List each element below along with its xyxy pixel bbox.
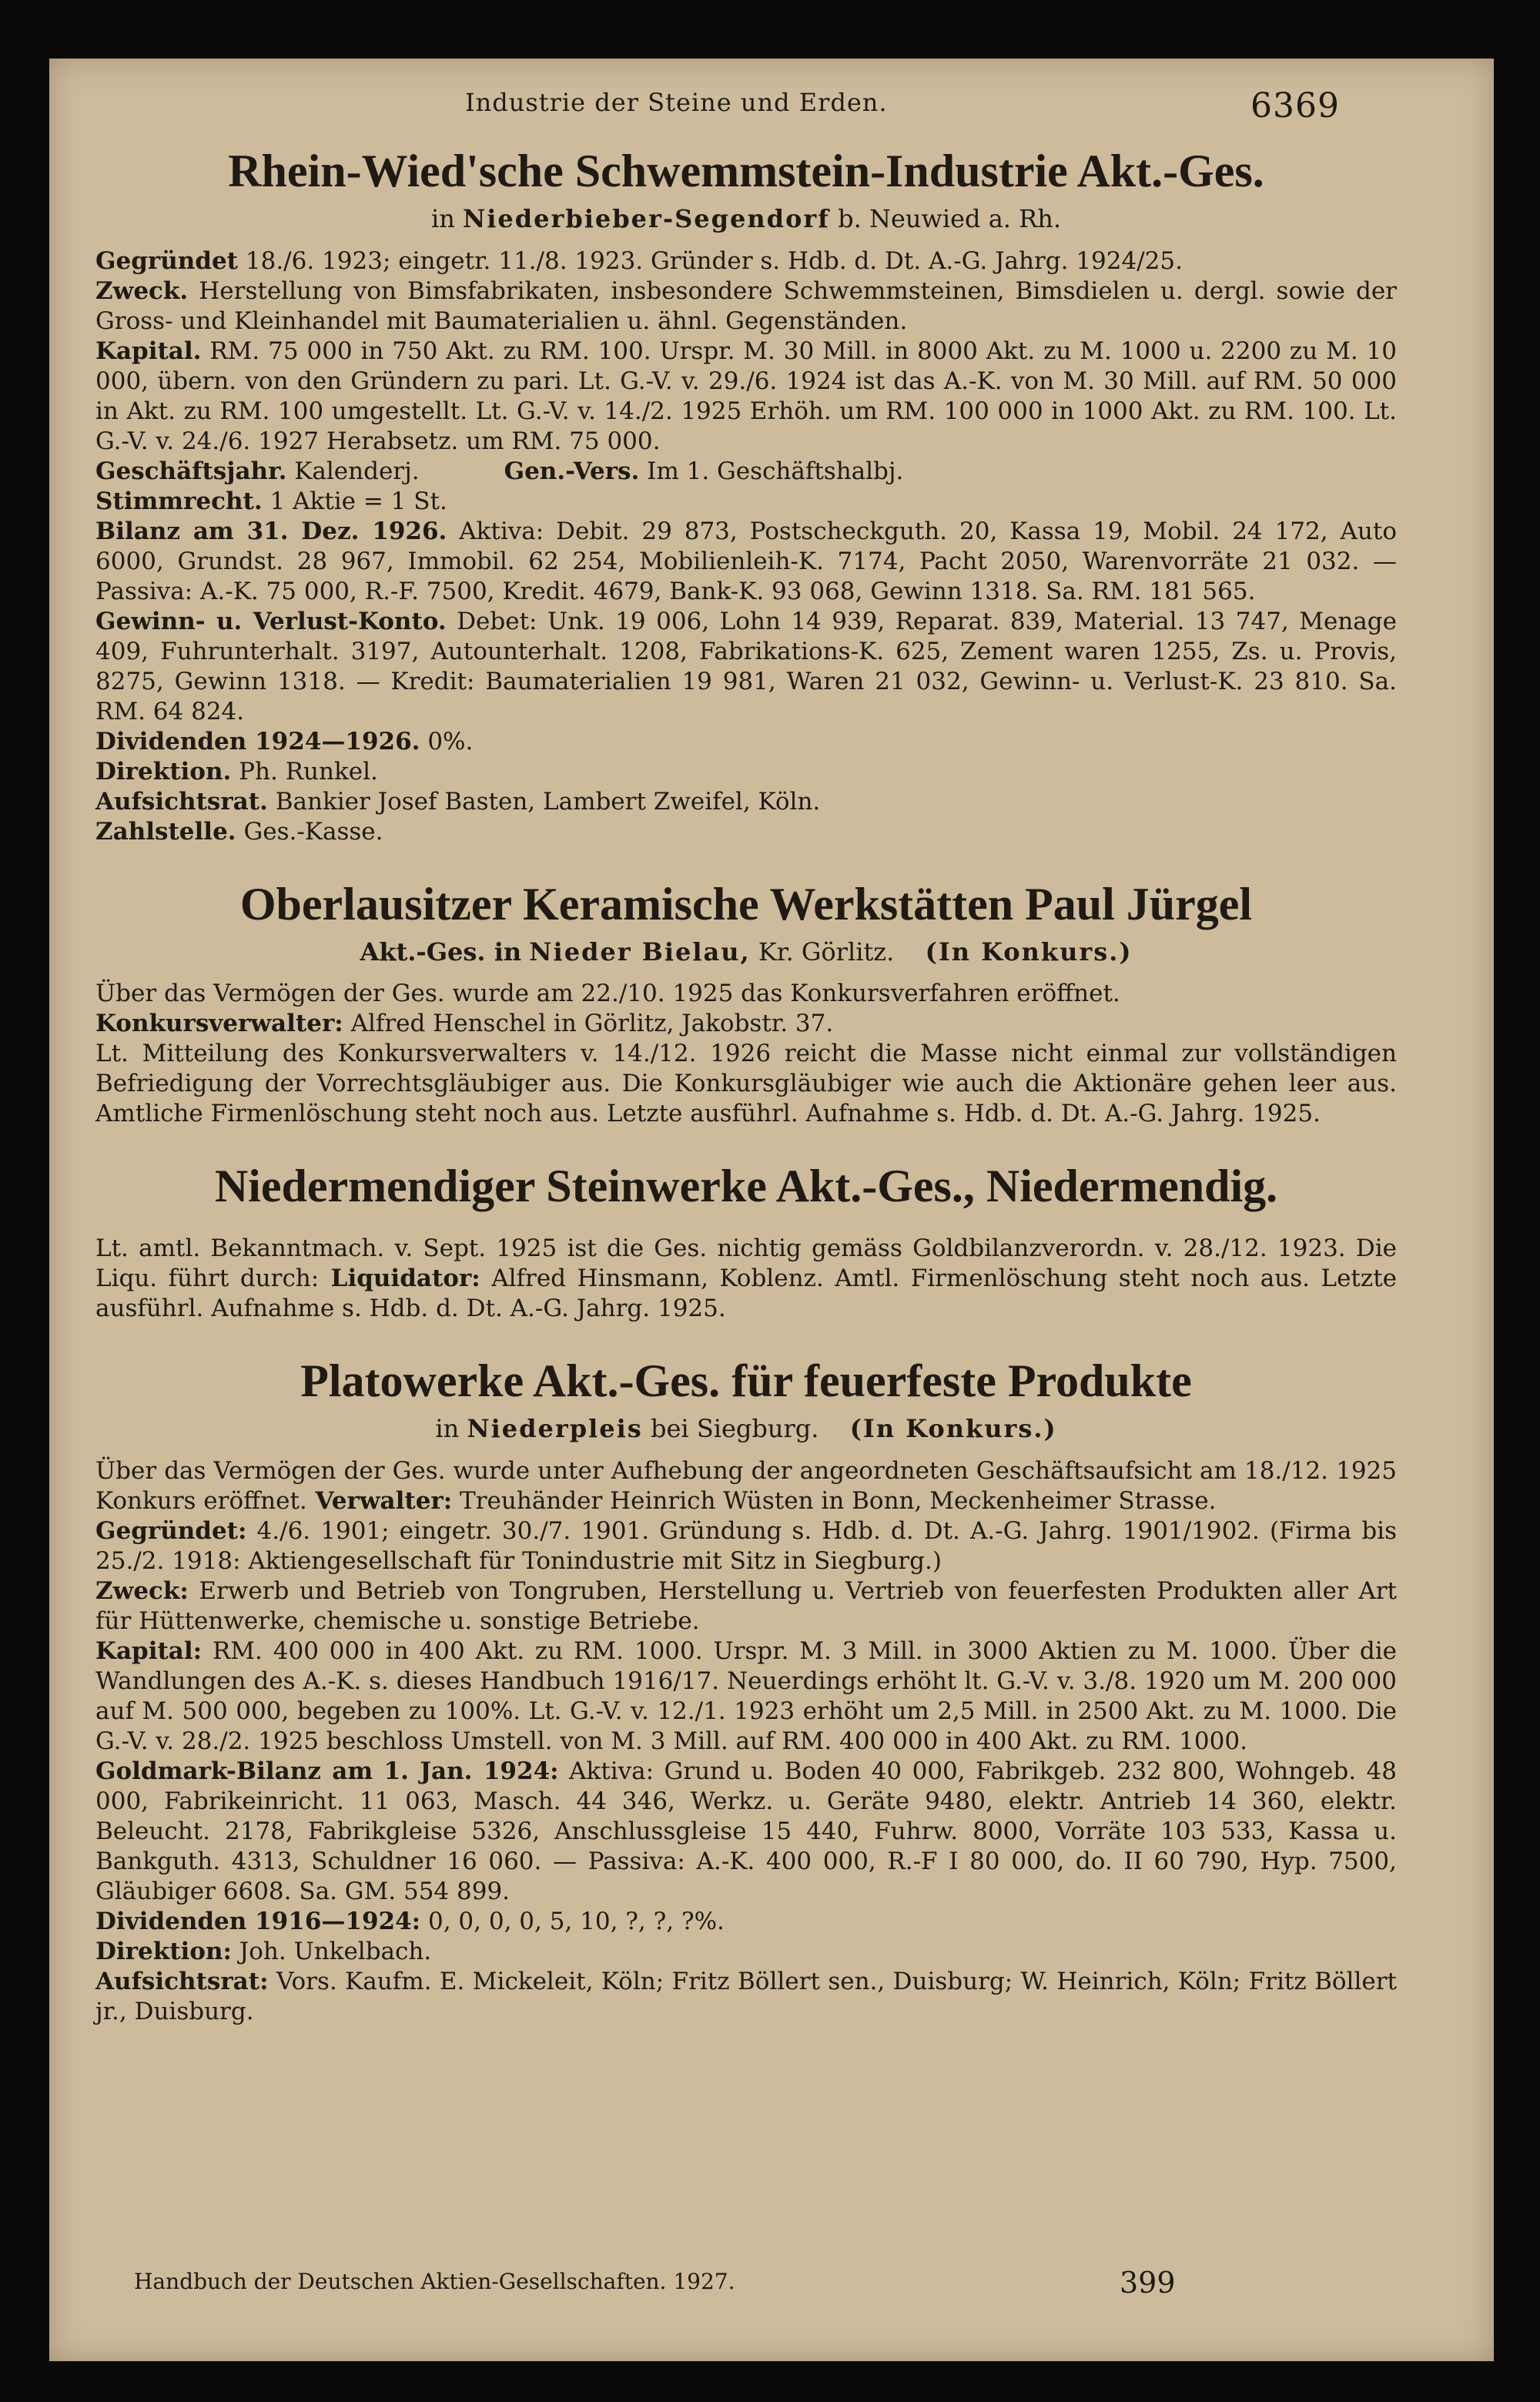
entry-paragraph <box>95 757 1397 787</box>
page-content <box>95 143 1397 2027</box>
field-text: 0, 0, 0, 0, 5, 10, ?, ?, ?%. <box>420 1907 725 1935</box>
entry-paragraph <box>95 246 1397 276</box>
place-name: Niederpleis <box>467 1414 643 1444</box>
field-key: Gegründet: <box>95 1516 247 1545</box>
entry-paragraph <box>95 1937 1397 1967</box>
place-name: Niederbieber-Segendorf <box>463 204 830 233</box>
field-key: Kapital. <box>95 337 202 365</box>
entry-title: Platowerke Akt.-Ges. für feuerfeste Produkte <box>300 1355 1192 1407</box>
field-key: Dividenden 1924—1926. <box>95 727 420 755</box>
footer-page-number: 399 <box>1120 2266 1176 2300</box>
field-key: Aufsichtsrat: <box>95 1967 269 1995</box>
entry-paragraph <box>95 1907 1397 1937</box>
field-text: RM. 400 000 in 400 Akt. zu RM. 1000. Urspr. M. 3 Mill. in 3000 Aktien zu M. 1000. Über die Wandlungen des A.-K. s. dieses Handbuch 1916/17. Neuerdings erhöht lt. G.-V. v. 3./8. 1920 um M. 200 000 auf M. 500 000, begeben zu 100%. Lt. G.-V. v. 12./1. 1923 erhöht um 2,5 Mill. in 2500 Akt. zu M. 1000. Die G.-V. v. 28./2. 1925 beschloss Umstell. von M. 3 Mill. auf RM. 400 000 in 400 Akt. zu RM. 1000. <box>95 1637 1397 1755</box>
entry-paragraph <box>95 817 1397 847</box>
field-key: Stimmrecht. <box>95 487 263 515</box>
entry-paragraph <box>95 1234 1397 1324</box>
field-text: Alfred Hinsmann, Koblenz. Amtl. Firmenlöschung steht noch aus. Letzte ausführl. Aufnahme s. Hdb. d. Dt. A.-G. Jahrg. 1925. <box>95 1265 1398 1323</box>
entry-paragraph <box>95 337 1397 457</box>
document-page <box>49 59 1494 2361</box>
entry-paragraph <box>95 1009 1397 1039</box>
subtitle-suffix: b. Neuwied a. Rh. <box>838 204 1061 233</box>
field-text: Im 1. Geschäftshalbj. <box>639 457 904 485</box>
field-text: Aktiva: Grund u. Boden 40 000, Fabrikgeb. 232 800, Wohngeb. 48 000, Fabrikeinricht. 11 063, Masch. 44 346, Werkz. u. Geräte 9480, elektr. Antrieb 14 360, elektr. Beleucht. 2178, Fabrikgleise 5326, Anschlussgleise 15 440, Fuhrw. 8000, Vorräte 103 533, Kassa u. Bankguth. 4313, Schuldner 16 060. — Passiva: A.-K. 400 000, R.-F I 80 000, do. II 60 790, Hyp. 7500, Gläubiger 6608. Sa. GM. 554 899. <box>95 1757 1397 1905</box>
field-key: Aufsichtsrat. <box>95 787 268 816</box>
field-text: 0%. <box>420 727 474 755</box>
field-text: Über das Vermögen der Ges. wurde am 22./10. 1925 das Konkursverfahren eröffnet. <box>95 980 1120 1008</box>
page-header <box>49 79 1494 132</box>
field-text: Ph. Runkel. <box>231 757 378 786</box>
field-text: 18./6. 1923; eingetr. 11./8. 1923. Gründer s. Hdb. d. Dt. A.-G. Jahrg. 1924/25. <box>238 246 1183 275</box>
company-entry-oberlausitzer <box>95 876 1397 1130</box>
status-konkurs: (In Konkurs.) <box>925 936 1133 966</box>
page-number: 6369 <box>1250 86 1340 126</box>
field-key: Verwalter: <box>306 1486 453 1515</box>
field-key: Direktion. <box>95 757 232 786</box>
field-text: Lt. Mitteilung des Konkursverwalters v. 14./12. 1926 reicht die Masse nicht einmal zur vollständigen Befriedigung der Vorrechtsgläubiger aus. Die Konkursgläubiger wie auch die Aktionäre gehen leer aus. Amtliche Firmenlöschung steht noch aus. Letzte ausführl. Aufnahme s. Hdb. d. Dt. A.-G. Jahrg. 1925. <box>95 1040 1397 1128</box>
entry-title: Oberlausitzer Keramische Werkstätten Paul Jürgel <box>239 878 1253 930</box>
field-text: Kalenderj. <box>286 457 420 485</box>
entry-paragraph <box>95 517 1397 607</box>
field-text: Bankier Josef Basten, Lambert Zweifel, Köln. <box>267 787 821 816</box>
entry-paragraph <box>95 276 1397 337</box>
entry-paragraph <box>95 607 1397 727</box>
field-key: Gen.-Vers. <box>504 457 640 485</box>
field-key: Gewinn- u. Verlust-Konto. <box>95 607 447 635</box>
field-text: Erwerb und Betrieb von Tongruben, Herstellung u. Vertrieb von feuerfesten Produkten aller Art für Hüttenwerke, chemische u. sonstige Betriebe. <box>95 1576 1397 1635</box>
field-key: Zahlstelle. <box>95 817 236 846</box>
entry-paragraph <box>95 1516 1397 1576</box>
entry-paragraph <box>95 1637 1397 1757</box>
entry-paragraph <box>95 1967 1397 2027</box>
field-key: Gegründet <box>95 246 239 275</box>
subtitle-suffix: Kr. Görlitz. <box>758 936 895 966</box>
field-text: RM. 75 000 in 750 Akt. zu RM. 100. Urspr. M. 30 Mill. in 8000 Akt. zu M. 1000 u. 2200 zu M. 10 000, übern. von den Gründern zu pari. Lt. G.-V. v. 29./6. 1924 ist das A.-K. von M. 30 Mill. auf RM. 50 000 in Akt. zu RM. 100 umgestellt. Lt. G.-V. v. 14./2. 1925 Erhöh. um RM. 100 000 in 1000 Akt. zu RM. 100. Lt. G.-V. v. 24./6. 1927 Herabsetz. um RM. 75 000. <box>95 337 1397 455</box>
field-text: Aktiva: Debit. 29 873, Postscheckguth. 20, Kassa 19, Mobil. 24 172, Auto 6000, Grundst. 28 967, Immobil. 62 254, Mobilienleih-K. 7174, Pacht 2050, Warenvorräte 21 032. — Passiva: A.-K. 75 000, R.-F. 7500, Kredit. 4679, Bank-K. 93 068, Gewinn 1318. Sa. RM. 181 565. <box>95 517 1397 605</box>
field-key: Liquidator: <box>319 1265 480 1293</box>
field-text: Alfred Henschel in Görlitz, Jakobstr. 37. <box>343 1010 834 1038</box>
field-text: Vors. Kaufm. E. Mickeleit, Köln; Fritz Böllert sen., Duisburg; W. Heinrich, Köln; Fritz Böllert jr., Duisburg. <box>95 1967 1397 2025</box>
entry-paragraph <box>95 1039 1397 1129</box>
entry-paragraph <box>95 787 1397 817</box>
field-key: Geschäftsjahr. <box>95 457 287 485</box>
subtitle-prefix: in <box>430 204 455 233</box>
publication-title: Handbuch der Deutschen Aktien-Gesellschaften. 1927. <box>134 2269 735 2294</box>
entry-subtitle <box>95 1413 1397 1446</box>
subtitle-prefix: Akt.-Ges. in <box>360 936 522 966</box>
entry-paragraph <box>95 979 1397 1009</box>
field-text: Ges.-Kasse. <box>236 817 383 846</box>
running-title: Industrie der Steine und Erden. <box>465 88 888 117</box>
page-footer <box>134 2266 1397 2307</box>
entry-title: Niedermendiger Steinwerke Akt.-Ges., Niedermendig. <box>214 1161 1278 1212</box>
field-text: Herstellung von Bimsfabrikaten, insbesondere Schwemmsteinen, Bimsdielen u. dergl. sowie der Gross- und Kleinhandel mit Baumaterialien u. ähnl. Gegenständen. <box>95 276 1397 335</box>
entry-subtitle <box>95 936 1397 969</box>
field-text: 1 Aktie = 1 St. <box>262 487 447 515</box>
field-text: 4./6. 1901; eingetr. 30./7. 1901. Gründung s. Hdb. d. Dt. A.-G. Jahrg. 1901/1902. (Firma bis 25./2. 1918: Aktiengesellschaft für Tonindustrie mit Sitz in Siegburg.) <box>95 1516 1397 1575</box>
place-name: Nieder Bielau, <box>529 936 751 966</box>
field-text: Treuhänder Heinrich Wüsten in Bonn, Meckenheimer Strasse. <box>452 1486 1217 1515</box>
field-key: Bilanz am 31. Dez. 1926. <box>95 517 447 545</box>
field-key: Dividenden 1916—1924: <box>95 1907 421 1935</box>
entry-paragraph <box>95 1456 1397 1516</box>
field-key: Kapital: <box>95 1637 203 1665</box>
field-key: Zweck: <box>95 1576 189 1605</box>
entry-paragraph <box>95 1757 1397 1907</box>
company-entry-platowerke <box>95 1353 1397 2027</box>
subtitle-suffix: bei Siegburg. <box>650 1414 819 1444</box>
company-entry-rhein-wied <box>95 143 1397 847</box>
field-key: Konkursverwalter: <box>95 1010 343 1038</box>
field-text: Lt. amtl. Bekanntmach. v. Sept. 1925 ist die Ges. nichtig gemäss Goldbilanzverordn. v. 28./12. 1923. Die Liqu. führt durch: <box>95 1235 1397 1293</box>
entry-subtitle <box>95 203 1397 236</box>
field-key: Direktion: <box>95 1937 232 1965</box>
status-konkurs: (In Konkurs.) <box>849 1414 1057 1444</box>
entry-paragraph <box>95 727 1397 757</box>
field-text: Über das Vermögen der Ges. wurde unter Aufhebung der angeordneten Geschäftsaufsicht am 18./12. 1925 Konkurs eröffnet. <box>95 1456 1397 1515</box>
subtitle-prefix: in <box>435 1414 460 1444</box>
field-key: Goldmark-Bilanz am 1. Jan. 1924: <box>95 1757 559 1785</box>
field-text: Joh. Unkelbach. <box>231 1937 432 1965</box>
entry-paragraph <box>95 1576 1397 1637</box>
entry-paragraph <box>95 457 1397 487</box>
entry-title: Rhein-Wied'sche Schwemmstein-Industrie Akt.-Ges. <box>228 146 1264 196</box>
field-text: Debet: Unk. 19 006, Lohn 14 939, Reparat. 839, Material. 13 747, Menage 409, Fuhrunterhalt. 3197, Autounterhalt. 1208, Fabrikations-K. 625, Zement waren 1255, Zs. u. Provis, 8275, Gewinn 1318. — Kredit: Baumaterialien 19 981, Waren 21 032, Gewinn- u. Verlust-K. 23 810. Sa. RM. 64 824. <box>95 607 1397 725</box>
field-key: Zweck. <box>95 276 189 305</box>
company-entry-niedermendiger <box>95 1158 1397 1324</box>
entry-paragraph <box>95 487 1397 517</box>
